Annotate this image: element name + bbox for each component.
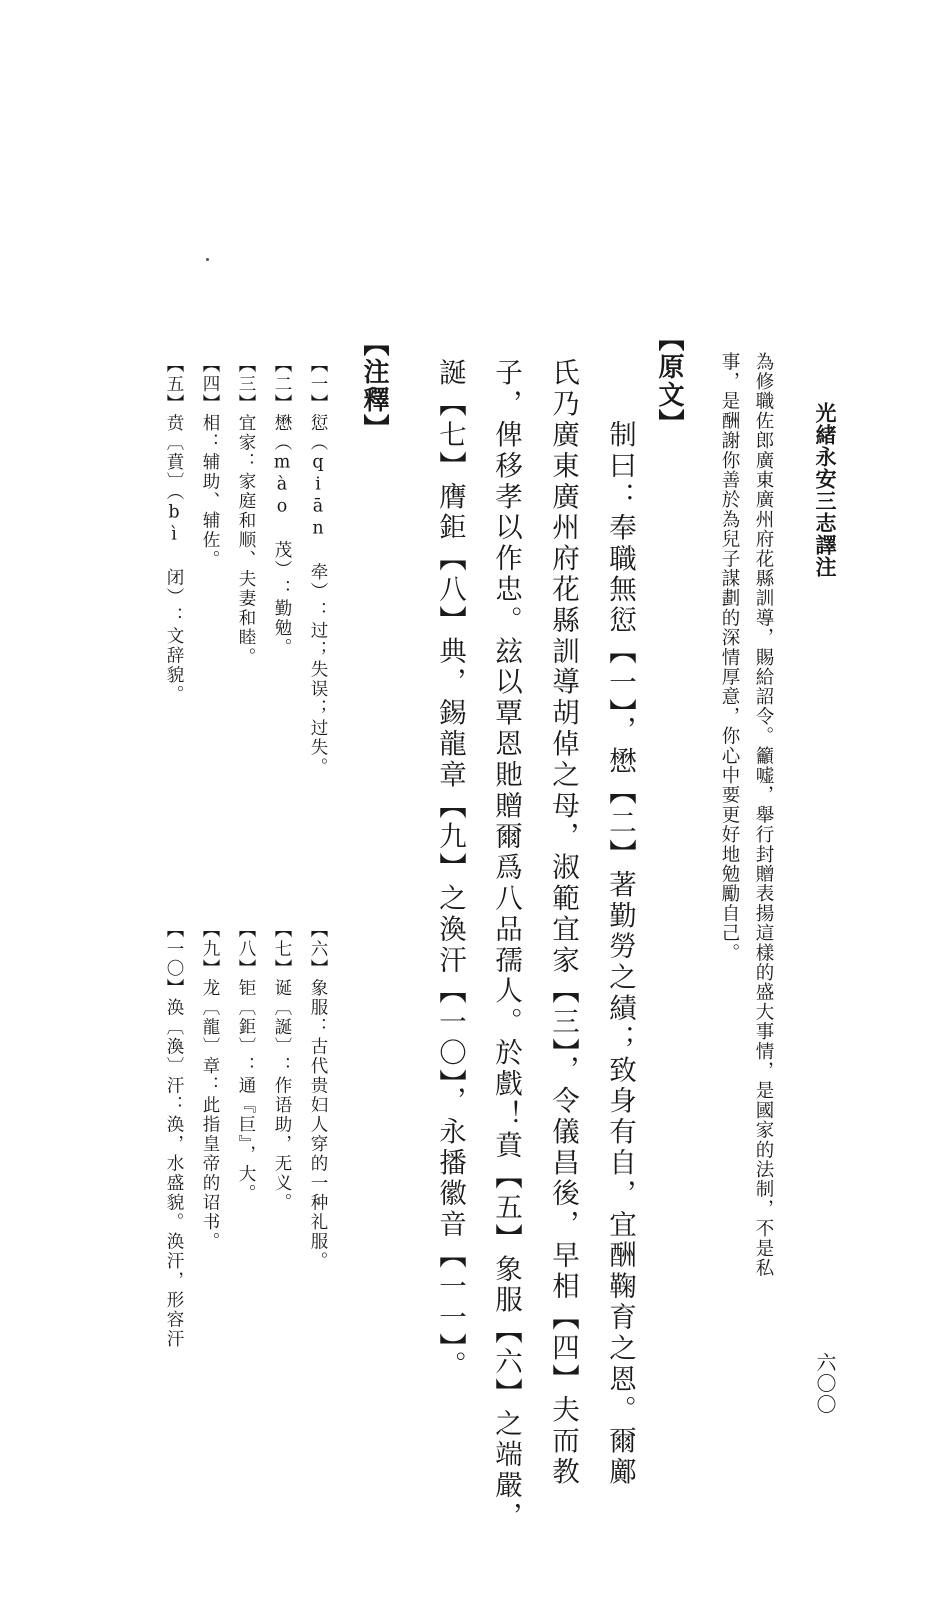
scan-speck — [206, 258, 209, 261]
note-10: 【一〇】涣〔渙〕汗：涣，水盛貌。涣汗，形容汗 — [164, 920, 184, 1349]
note-8: 【八】钜〔鉅〕：通『巨』，大。 — [236, 920, 256, 1204]
original-text-line-2: 氏乃廣東廣州府花縣訓導胡倬之母，淑範宜家【三】，令儀昌後，早相【四】夫而教 — [547, 358, 579, 1488]
original-text-heading: 【原文】 — [654, 325, 684, 437]
note-7: 【七】诞〔誕〕：作语助，无义。 — [272, 920, 292, 1213]
note-2: 【二】懋（mào 茂）：勤勉。 — [272, 355, 292, 658]
translation-line-1: 為修職佐郎廣東廣州府花縣訓導，賜給詔令。籲嘘，舉行封贈表揚這樣的盛大事情，是國家的法制，不是私 — [753, 352, 774, 1278]
note-3: 【三】宜家：家庭和顺、夫妻和睦。 — [236, 355, 256, 667]
notes-heading: 【注釋】 — [359, 330, 389, 442]
book-title: 光緒永安三志譯注 — [813, 402, 838, 578]
note-4: 【四】相：辅助、辅佐。 — [200, 355, 220, 570]
note-5: 【五】贲〔賁〕（bì 闭）：文辞貌。 — [164, 355, 184, 705]
original-text-line-4: 誕【七】膺鉅【八】典，錫龍章【九】之渙汗【一〇】，永播徽音【一一】。 — [434, 358, 466, 1382]
original-text-line-1: 制曰：奉職無愆【一】，懋【二】著勤勞之績；致身有自，宜酬鞠育之恩。爾鄺 — [604, 420, 636, 1488]
page-number: 六〇〇 — [813, 1352, 837, 1415]
original-text-line-3: 子，俾移孝以作忠。玆以覃恩貤贈爾爲八品孺人。於戲！賁【五】象服【六】之端嚴， — [490, 358, 522, 1533]
note-1: 【一】愆（qiān 牵）：过；失误；过失。 — [308, 355, 328, 777]
translation-line-2: 事，是酬謝你善於為兒子謀劃的深情厚意，你心中要更好地勉勵自己。 — [719, 352, 740, 963]
note-6: 【六】象服：古代贵妇人穿的一种礼服。 — [308, 920, 328, 1271]
note-9: 【九】龙〔龍〕章：此指皇帝的诏书。 — [200, 920, 220, 1252]
